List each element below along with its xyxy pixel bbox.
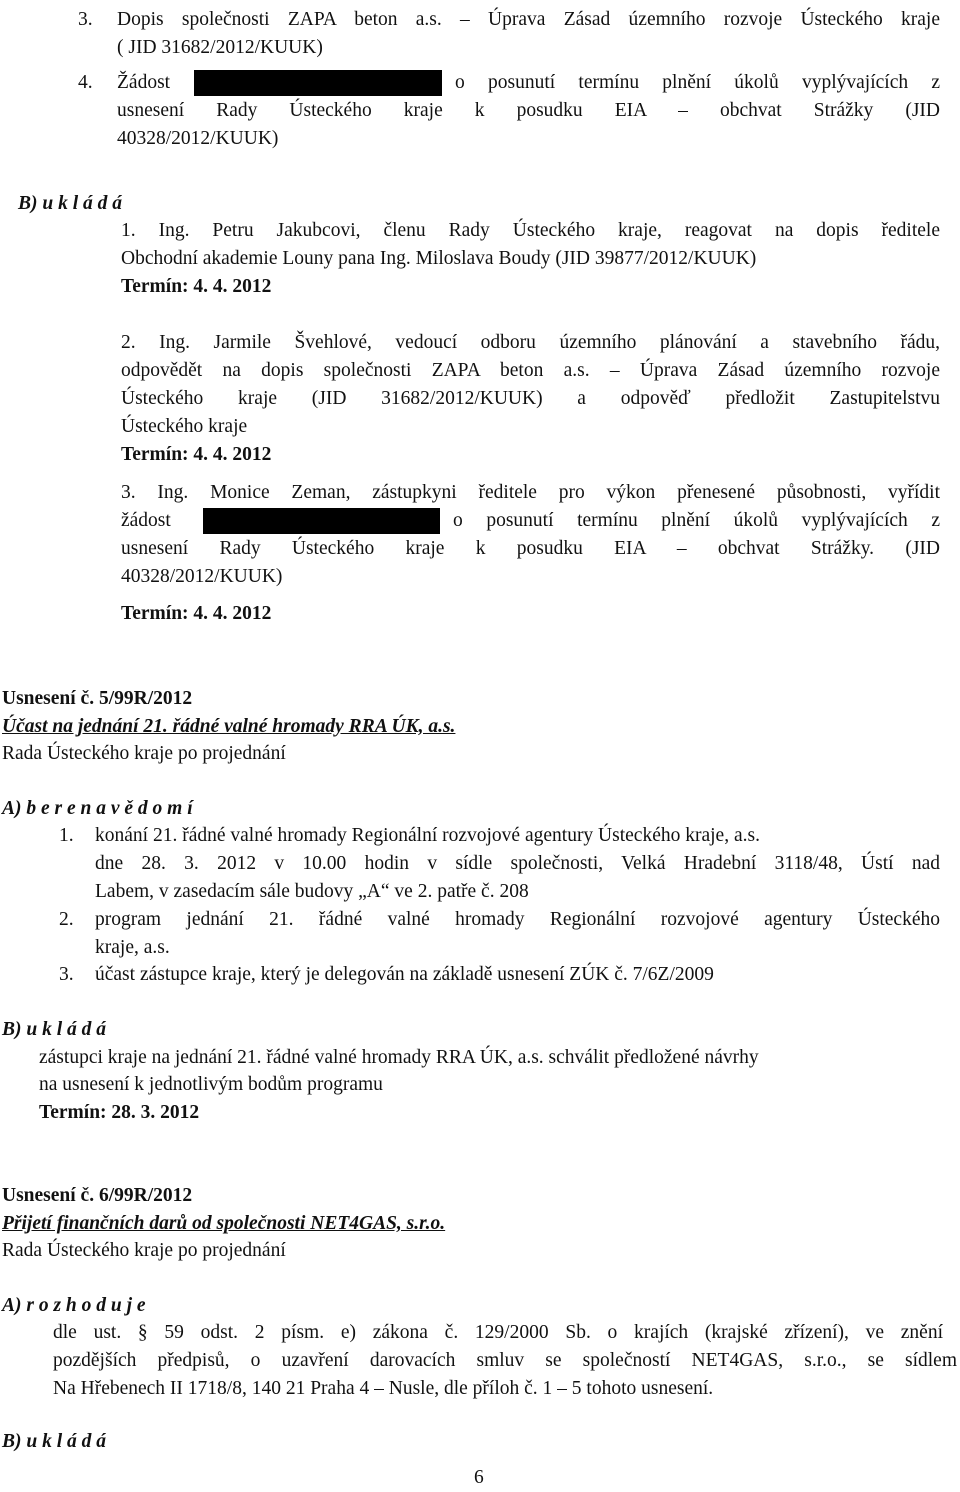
list-number: 4. [78,72,93,93]
paragraph-line: pozdějších předpisů, o uzavření darovacích smluv se společností NET4GAS, s.r.o., se sídlem [53,1350,957,1371]
paragraph-line: 40328/2012/KUUK) [117,128,279,149]
paragraph-line: Ústeckého kraje (JID 31682/2012/KUUK) a odpověď předložit Zastupitelstvu [121,388,940,409]
resolution-number: Usnesení č. 5/99R/2012 [2,688,193,709]
redaction-bar [203,508,440,534]
paragraph-line: program jednání 21. řádné valné hromady Regionální rozvojové agentury Ústeckého [95,909,940,930]
list-number: 1. [59,825,74,846]
section-heading: A) b e r e n a v ě d o m í [2,798,193,819]
paragraph-line: odpovědět na dopis společnosti ZAPA beton a.s. – Úprava Zásad územního rozvoje [121,360,940,381]
paragraph-line: usnesení Rady Ústeckého kraje k posudku EIA – obchvat Strážky (JID [117,100,940,121]
list-number: 2. [59,909,74,930]
page-number: 6 [474,1467,484,1488]
paragraph-line: Dopis společnosti ZAPA beton a.s. – Úprava Zásad územního rozvoje Ústeckého kraje [117,9,940,30]
paragraph-line: dle ust. § 59 odst. 2 písm. e) zákona č. 129/2000 Sb. o krajích (krajské zřízení), ve znění [53,1322,943,1343]
paragraph-line: zástupci kraje na jednání 21. řádné valné hromady RRA ÚK, a.s. schválit předložené návrhy [39,1047,759,1068]
section-heading: B) u k l á d á [18,193,123,214]
paragraph-line: Obchodní akademie Louny pana Ing. Miloslava Boudy (JID 39877/2012/KUUK) [121,248,757,269]
resolution-intro: Rada Ústeckého kraje po projednání [2,743,286,764]
paragraph-line: účast zástupce kraje, který je delegován na základě usnesení ZÚK č. 7/6Z/2009 [95,964,714,985]
deadline: Termín: 28. 3. 2012 [39,1102,200,1123]
redaction-bar [194,70,442,96]
paragraph-line: dne 28. 3. 2012 v 10.00 hodin v sídle společnosti, Velká Hradební 3118/48, Ústí nad [95,853,940,874]
list-number: 3. [78,9,93,30]
paragraph-line: Ústeckého kraje [121,416,248,437]
resolution-title: Účast na jednání 21. řádné valné hromady RRA ÚK, a.s. [2,716,456,737]
paragraph-line: žádost [121,510,171,531]
paragraph-line: Na Hřebenech II 1718/8, 140 21 Praha 4 – Nusle, dle příloh č. 1 – 5 tohoto usnesení. [53,1378,714,1399]
list-number: 3. [59,964,74,985]
section-heading: B) u k l á d á [2,1431,107,1452]
deadline: Termín: 4. 4. 2012 [121,603,272,624]
section-heading: A) r o z h o d u j e [2,1295,146,1316]
paragraph-line: ( JID 31682/2012/KUUK) [117,37,323,58]
paragraph-line: Labem, v zasedacím sále budovy „A“ ve 2. patře č. 208 [95,881,529,902]
paragraph-line: 2. Ing. Jarmile Švehlové, vedoucí odboru územního plánování a stavebního řádu, [121,332,940,353]
resolution-intro: Rada Ústeckého kraje po projednání [2,1240,286,1261]
paragraph-line: kraje, a.s. [95,937,170,958]
paragraph-line: Žádost [117,72,171,93]
resolution-number: Usnesení č. 6/99R/2012 [2,1185,193,1206]
paragraph-line: na usnesení k jednotlivým bodům programu [39,1074,383,1095]
paragraph-line: 3. Ing. Monice Zeman, zástupkyni ředitele pro výkon přenesené působnosti, vyřídit [121,482,940,503]
paragraph-line: o posunutí termínu plnění úkolů vyplývajících z [455,72,940,93]
paragraph-line: konání 21. řádné valné hromady Regionální rozvojové agentury Ústeckého kraje, a.s. [95,825,760,846]
deadline: Termín: 4. 4. 2012 [121,276,272,297]
paragraph-line: o posunutí termínu plnění úkolů vyplývajících z [453,510,940,531]
section-heading: B) u k l á d á [2,1019,107,1040]
paragraph-line: 1. Ing. Petru Jakubcovi, členu Rady Ústeckého kraje, reagovat na dopis ředitele [121,220,940,241]
paragraph-line: 40328/2012/KUUK) [121,566,283,587]
resolution-title: Přijetí finančních darů od společnosti NET4GAS, s.r.o. [2,1213,446,1234]
paragraph-line: usnesení Rady Ústeckého kraje k posudku EIA – obchvat Strážky. (JID [121,538,940,559]
deadline: Termín: 4. 4. 2012 [121,444,272,465]
